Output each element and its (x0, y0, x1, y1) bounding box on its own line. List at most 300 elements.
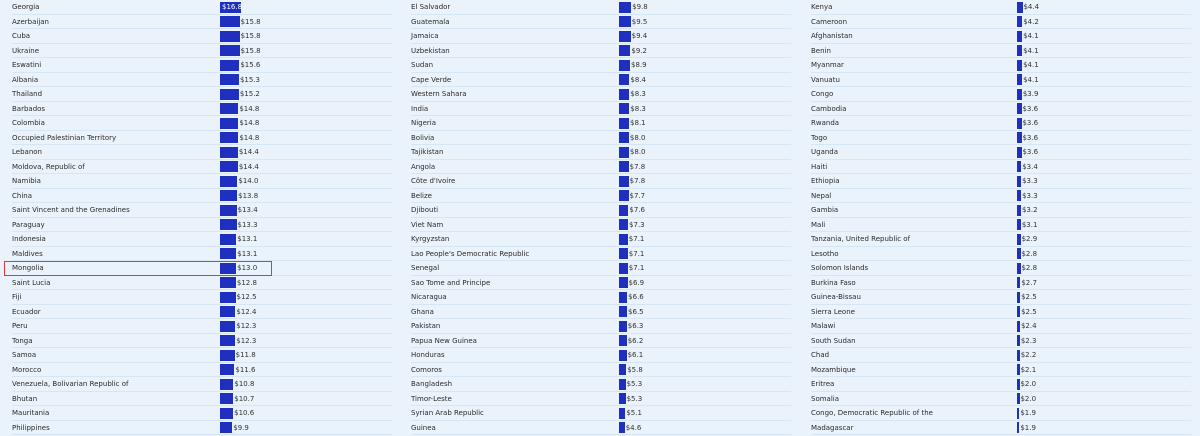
country-label: Tanzania, United Republic of (811, 235, 911, 243)
value-bar (220, 335, 235, 346)
value-bar (1017, 364, 1020, 375)
value-bar (1017, 379, 1020, 390)
value-bar (1017, 74, 1022, 85)
chart-column (811, 0, 1191, 436)
value-bar (619, 408, 625, 419)
value-bar (1017, 277, 1020, 288)
country-label: Guinea (411, 423, 436, 432)
chart-row (411, 218, 791, 233)
country-label: Venezuela, Bolivarian Republic of (12, 380, 129, 388)
value-bar (619, 364, 626, 375)
value-label: $1.9 (1020, 423, 1036, 432)
value-label: $6.6 (628, 293, 644, 301)
country-label: Lesotho (811, 249, 839, 258)
chart-row (12, 160, 392, 175)
country-label: Rwanda (811, 119, 840, 127)
chart-row (12, 247, 392, 262)
chart-row (12, 348, 392, 363)
chart-row (12, 276, 392, 291)
value-bar (619, 248, 628, 259)
country-label: Bangladesh (411, 380, 453, 388)
value-bar (220, 234, 236, 245)
value-label: $2.3 (1020, 336, 1037, 345)
country-label: Ghana (411, 307, 434, 316)
value-label: $4.1 (1023, 75, 1039, 84)
country-label: Belize (411, 191, 432, 200)
value-label: $6.9 (628, 278, 645, 287)
chart-row (12, 392, 392, 407)
value-bar (220, 74, 239, 85)
chart-row (411, 203, 791, 218)
country-label: Nicaragua (411, 293, 447, 301)
country-label: Paraguay (12, 220, 45, 229)
country-label: Moldova, Republic of (12, 162, 85, 171)
value-label: $12.3 (236, 336, 257, 345)
value-label: $7.3 (629, 220, 645, 229)
country-label: Timor-Leste (411, 394, 452, 403)
country-label: Cameroon (811, 17, 848, 26)
value-bar (1017, 393, 1020, 404)
value-bar (220, 422, 232, 433)
value-bar (220, 364, 234, 375)
country-label: Sao Tome and Principe (411, 278, 491, 287)
value-label: $15.8 (240, 17, 261, 26)
value-bar (619, 161, 629, 172)
country-label: Somalia (811, 394, 840, 403)
country-label: Cape Verde (411, 75, 452, 84)
value-label: $11.8 (235, 351, 256, 359)
value-label: $2.8 (1021, 249, 1038, 258)
value-bar (220, 393, 233, 404)
value-label: $2.0 (1020, 394, 1037, 403)
chart-row (12, 377, 392, 392)
chart-row (811, 421, 1191, 436)
country-label: Solomon Islands (811, 264, 869, 272)
country-label: Bolivia (411, 133, 435, 142)
chart-column (12, 0, 392, 436)
chart-row (411, 189, 791, 204)
value-label: $5.1 (626, 409, 642, 417)
value-label: $2.1 (1020, 365, 1037, 374)
value-bar (1017, 118, 1022, 129)
country-label: Guatemala (411, 17, 450, 26)
value-bar (619, 190, 629, 201)
value-bar (220, 408, 233, 419)
chart-row (811, 102, 1191, 117)
country-label: Nigeria (411, 119, 437, 127)
country-label: Chad (811, 351, 830, 359)
value-bar (220, 350, 235, 361)
chart-row (411, 406, 791, 421)
value-bar (1017, 321, 1020, 332)
chart-row (811, 348, 1191, 363)
chart-row (12, 87, 392, 102)
value-label: $8.0 (629, 148, 646, 156)
value-bar (1017, 292, 1020, 303)
chart-row (411, 174, 791, 189)
value-label: $9.8 (632, 3, 648, 11)
value-bar (619, 176, 629, 187)
value-bar (1017, 234, 1021, 245)
value-bar (1017, 335, 1020, 346)
value-bar (1017, 161, 1021, 172)
country-label: Morocco (12, 365, 42, 374)
chart-row (411, 421, 791, 436)
country-label: Bhutan (12, 394, 38, 403)
chart-row (411, 247, 791, 262)
country-label: Kenya (811, 3, 833, 11)
value-label: $15.8 (240, 32, 261, 40)
chart-row (411, 29, 791, 44)
country-label: Peru (12, 322, 28, 330)
value-label: $13.3 (237, 220, 258, 229)
value-label: $13.8 (238, 191, 259, 200)
chart-row (12, 421, 392, 436)
value-bar (619, 60, 630, 71)
country-label: Congo (811, 90, 834, 98)
country-label: Eswatini (12, 61, 42, 69)
value-bar (1017, 45, 1022, 56)
country-label: Myanmar (811, 61, 844, 69)
chart-row (811, 218, 1191, 233)
value-bar (619, 118, 629, 129)
value-label: $12.8 (236, 278, 257, 287)
value-bar (1017, 263, 1021, 274)
value-label: $7.1 (628, 264, 645, 272)
value-bar (619, 350, 627, 361)
country-label: Haiti (811, 162, 828, 171)
value-label: $13.4 (237, 206, 258, 214)
country-label: Nepal (811, 191, 832, 200)
chart-row (811, 116, 1191, 131)
value-label: $3.6 (1022, 104, 1039, 113)
value-label: $9.2 (631, 46, 647, 55)
value-label: $14.8 (239, 133, 260, 142)
value-label: $4.2 (1023, 17, 1039, 26)
value-label: $15.2 (239, 90, 260, 98)
value-label: $5.8 (627, 365, 643, 374)
value-label: $1.9 (1020, 409, 1036, 417)
value-label: $10.8 (234, 380, 255, 388)
country-label: Comoros (411, 365, 442, 374)
country-label: Indonesia (12, 235, 46, 243)
chart-row (411, 0, 791, 15)
chart-row (811, 319, 1191, 334)
country-label: Congo, Democratic Republic of the (811, 409, 933, 417)
country-label: Sierra Leone (811, 307, 855, 316)
country-label: Ethiopia (811, 177, 840, 185)
country-label: El Salvador (411, 3, 451, 11)
value-bar (220, 263, 236, 274)
value-bar (619, 379, 626, 390)
value-label: $15.3 (239, 75, 261, 84)
value-bar (1017, 350, 1020, 361)
chart-row (811, 160, 1191, 175)
chart-row (12, 0, 392, 15)
country-label: Gambia (811, 206, 839, 214)
value-label: $15.6 (240, 61, 261, 69)
value-label: $2.9 (1021, 235, 1038, 243)
value-bar (1017, 306, 1020, 317)
value-label: $3.1 (1021, 220, 1038, 229)
chart-row (811, 0, 1191, 15)
chart-row (811, 203, 1191, 218)
chart-row (811, 247, 1191, 262)
country-label: Ukraine (12, 46, 40, 55)
value-label: $3.4 (1022, 162, 1038, 171)
value-label: $13.1 (237, 235, 258, 243)
chart-row (811, 29, 1191, 44)
country-label: Occupied Palestinian Territory (12, 133, 117, 142)
chart-row (811, 44, 1191, 59)
chart-row (12, 218, 392, 233)
value-bar (220, 103, 238, 114)
chart-row (12, 58, 392, 73)
value-bar (619, 234, 628, 245)
value-label: $7.1 (628, 249, 645, 258)
value-bar (1017, 205, 1021, 216)
chart-row (411, 363, 791, 378)
country-label: Jamaica (411, 32, 439, 40)
value-bar (220, 190, 237, 201)
value-bar (220, 45, 240, 56)
country-label: Viet Nam (411, 220, 444, 229)
value-label: $14.8 (239, 119, 260, 127)
chart-row (12, 203, 392, 218)
value-label: $16.8 (222, 3, 243, 11)
country-label: Cuba (12, 32, 31, 40)
value-bar (619, 132, 629, 143)
chart-row (811, 334, 1191, 349)
chart-row (411, 232, 791, 247)
value-label: $13.0 (237, 264, 258, 272)
value-bar (220, 176, 237, 187)
value-bar (1017, 132, 1022, 143)
country-label: Malawi (811, 322, 836, 330)
chart-row (411, 261, 791, 276)
chart-row (411, 58, 791, 73)
value-bar (220, 147, 238, 158)
chart-row (411, 87, 791, 102)
value-label: $14.4 (238, 162, 259, 171)
chart-row (12, 102, 392, 117)
country-label: Togo (811, 133, 828, 142)
value-label: $2.7 (1021, 278, 1037, 287)
chart-row (411, 116, 791, 131)
country-label: Papua New Guinea (411, 336, 477, 345)
chart-row (411, 319, 791, 334)
value-label: $3.9 (1022, 90, 1039, 98)
chart-row (811, 58, 1191, 73)
country-label: Lebanon (12, 148, 42, 156)
value-label: $4.1 (1023, 46, 1039, 55)
chart-row (811, 377, 1191, 392)
country-label: Georgia (12, 3, 40, 11)
value-bar (1017, 408, 1019, 419)
value-label: $8.3 (630, 104, 646, 113)
country-label: South Sudan (811, 336, 856, 345)
country-label: Uzbekistan (411, 46, 450, 55)
value-bar (1017, 190, 1021, 201)
country-label: Azerbaijan (12, 17, 49, 26)
chart-row (411, 131, 791, 146)
value-label: $2.0 (1020, 380, 1037, 388)
country-label: Saint Lucia (12, 278, 51, 287)
value-bar (1017, 89, 1022, 100)
value-bar (619, 321, 627, 332)
value-label: $4.6 (625, 423, 642, 432)
value-label: $9.4 (631, 32, 648, 40)
chart-row (12, 131, 392, 146)
value-label: $7.1 (628, 235, 645, 243)
chart-row (811, 73, 1191, 88)
country-label: Burkina Faso (811, 278, 856, 287)
country-label: Djibouti (411, 206, 439, 214)
country-label: Colombia (12, 119, 45, 127)
country-label: Barbados (12, 104, 46, 113)
value-label: $5.3 (626, 394, 643, 403)
value-label: $8.1 (630, 119, 646, 127)
value-bar (220, 16, 240, 27)
value-label: $3.6 (1022, 119, 1039, 127)
value-bar (1017, 16, 1022, 27)
value-bar (1017, 147, 1022, 158)
value-label: $7.8 (629, 162, 646, 171)
value-label: $2.5 (1021, 293, 1037, 301)
value-label: $3.6 (1022, 148, 1039, 156)
country-label: Mauritania (12, 409, 50, 417)
country-label: Namibia (12, 177, 41, 185)
country-label: Afghanistan (811, 32, 853, 40)
chart-row (411, 305, 791, 320)
value-bar (619, 89, 629, 100)
value-bar (619, 2, 631, 13)
country-label: Saint Vincent and the Grenadines (12, 206, 130, 214)
country-label: Tajikistan (411, 148, 444, 156)
country-label: Côte d'Ivoire (411, 177, 456, 185)
value-bar (1017, 176, 1021, 187)
chart-row (411, 102, 791, 117)
chart-row (12, 174, 392, 189)
value-bar (220, 321, 235, 332)
country-label: Tonga (12, 336, 33, 345)
chart-row (811, 261, 1191, 276)
value-label: $7.8 (629, 177, 646, 185)
country-label: Guinea-Bissau (811, 293, 861, 301)
chart-row (12, 44, 392, 59)
value-label: $6.1 (627, 351, 644, 359)
chart-column (411, 0, 791, 436)
chart-row (12, 189, 392, 204)
value-bar (220, 31, 240, 42)
chart-row (12, 363, 392, 378)
chart-row (811, 189, 1191, 204)
value-bar (619, 74, 629, 85)
country-label: Fiji (12, 293, 22, 301)
chart-row (411, 145, 791, 160)
value-label: $4.4 (1023, 3, 1040, 11)
value-bar (220, 89, 239, 100)
value-label: $4.1 (1023, 61, 1039, 69)
chart-row (411, 348, 791, 363)
chart-row (411, 276, 791, 291)
country-label: Mongolia (12, 264, 44, 272)
chart-row (12, 73, 392, 88)
value-bar (220, 277, 236, 288)
value-bar (1017, 103, 1022, 114)
value-label: $8.4 (630, 75, 646, 84)
value-bar (220, 219, 237, 230)
value-label: $12.5 (236, 293, 257, 301)
chart-row (12, 261, 392, 276)
value-label: $15.8 (240, 46, 261, 55)
country-label: India (411, 104, 429, 113)
country-label: Samoa (12, 351, 37, 359)
value-bar (619, 277, 628, 288)
country-label: Cambodia (811, 104, 847, 113)
country-label: Pakistan (411, 322, 441, 330)
chart-row (411, 392, 791, 407)
chart-row (12, 145, 392, 160)
value-bar (619, 306, 627, 317)
value-bar (220, 248, 236, 259)
country-label: Vanuatu (811, 75, 840, 84)
country-label: Lao People's Democratic Republic (411, 249, 530, 258)
value-label: $10.6 (234, 409, 255, 417)
value-label: $12.4 (236, 307, 257, 316)
country-label: Albania (12, 75, 39, 84)
chart-row (811, 145, 1191, 160)
value-bar (220, 161, 238, 172)
value-bar (220, 306, 235, 317)
value-bar (619, 422, 625, 433)
chart-row (811, 15, 1191, 30)
value-bar (619, 147, 629, 158)
value-bar (1017, 248, 1021, 259)
value-label: $7.6 (629, 206, 646, 214)
value-bar (619, 45, 630, 56)
chart-row (811, 290, 1191, 305)
value-label: $8.0 (629, 133, 646, 142)
country-label: Uganda (811, 148, 839, 156)
chart-row (811, 276, 1191, 291)
value-label: $8.9 (631, 61, 647, 69)
value-label: $6.5 (628, 307, 644, 316)
chart-row (811, 305, 1191, 320)
chart-row (12, 232, 392, 247)
value-bar (1017, 60, 1022, 71)
value-bar (220, 292, 236, 303)
value-label: $2.4 (1020, 322, 1037, 330)
value-bar (220, 118, 238, 129)
chart-row (411, 15, 791, 30)
country-label: Ecuador (12, 307, 41, 316)
value-label: $10.7 (234, 394, 255, 403)
value-label: $14.8 (239, 104, 260, 113)
value-bar (619, 335, 627, 346)
value-bar (1017, 2, 1023, 13)
country-label: China (12, 191, 32, 200)
value-label: $2.5 (1021, 307, 1037, 316)
value-label: $5.3 (626, 380, 643, 388)
value-bar (1017, 31, 1022, 42)
value-bar (1017, 422, 1019, 433)
value-bar (619, 292, 627, 303)
chart-row (12, 15, 392, 30)
value-label: $4.1 (1023, 32, 1039, 40)
value-label: $3.3 (1022, 177, 1038, 185)
chart-row (811, 174, 1191, 189)
